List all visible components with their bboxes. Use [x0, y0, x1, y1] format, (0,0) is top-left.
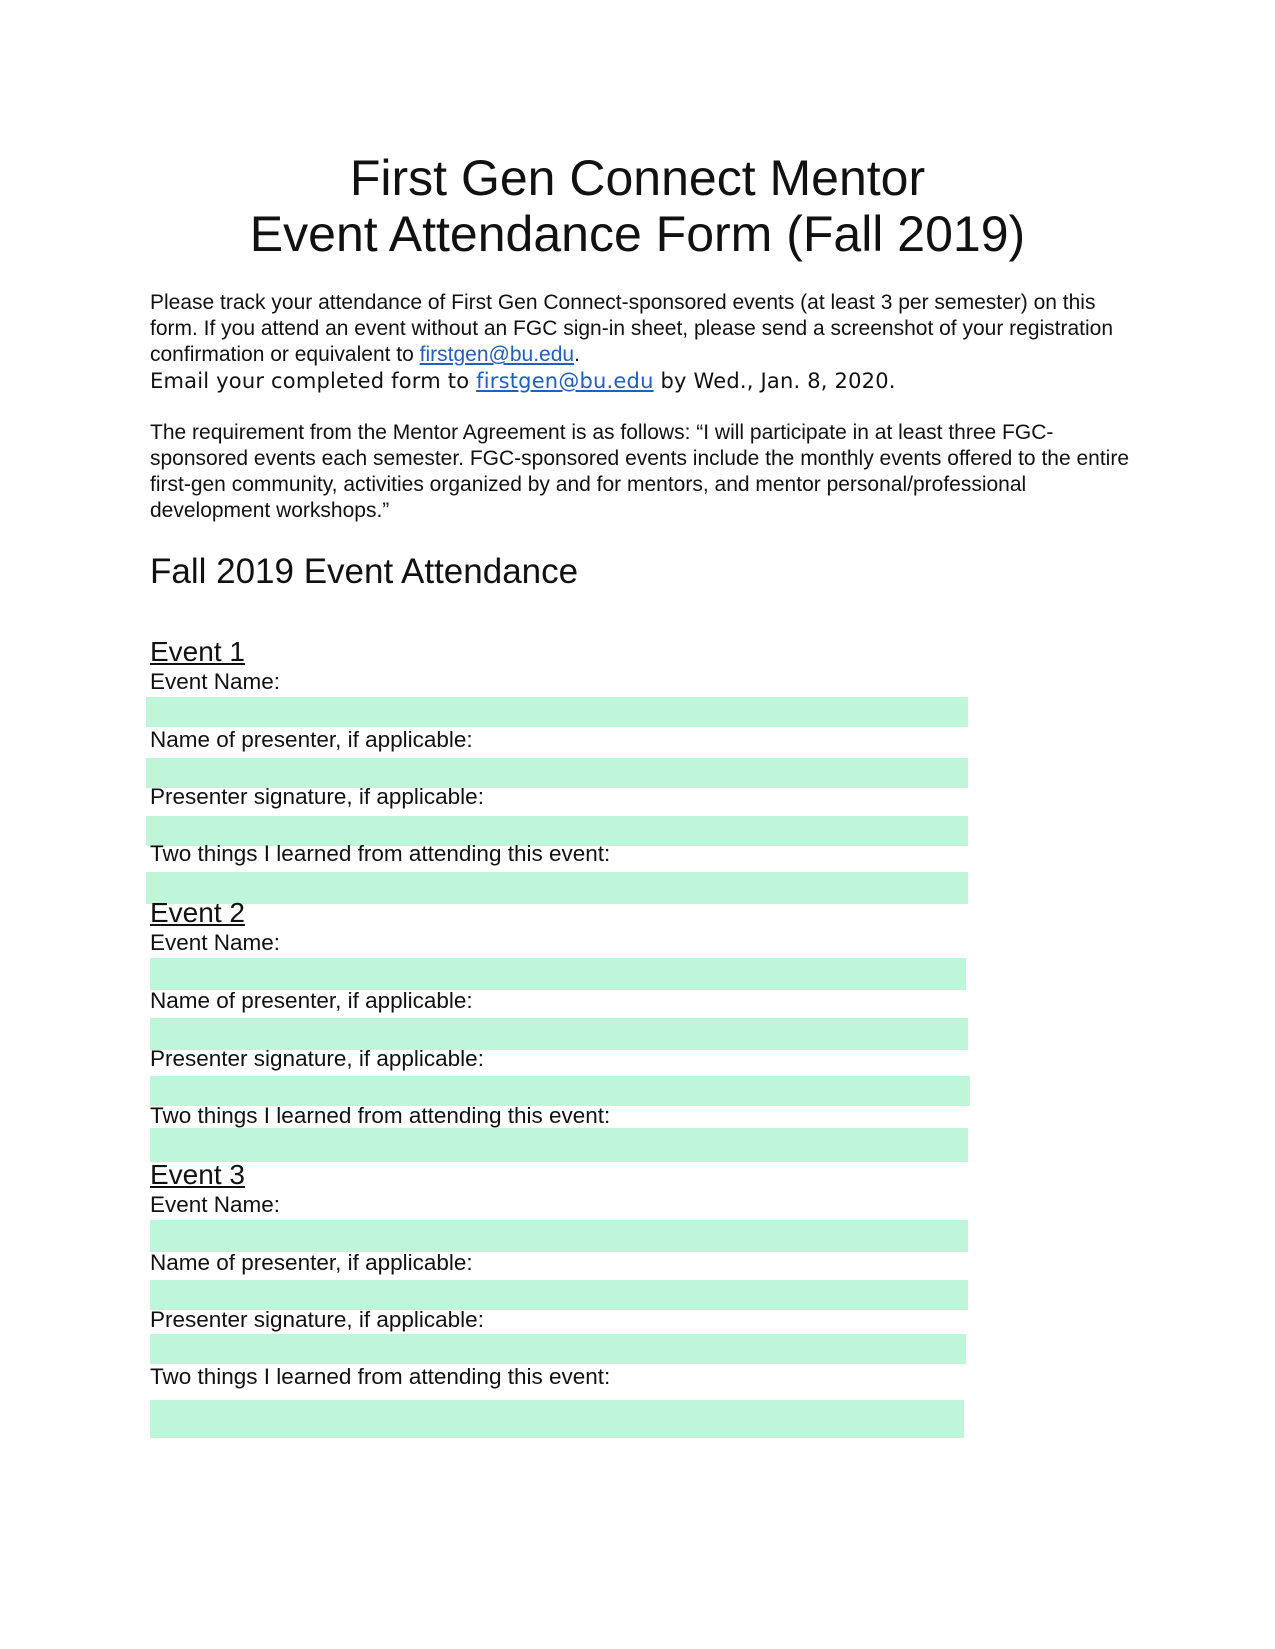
event-1-heading: Event 1	[150, 636, 245, 667]
event-2-signature-field[interactable]	[150, 1076, 970, 1106]
event-2-name-field[interactable]	[150, 958, 966, 990]
event-2-presenter-label: Name of presenter, if applicable:	[150, 988, 473, 1013]
event-3-name-label: Event Name:	[150, 1192, 281, 1217]
event-1-learned-field[interactable]	[146, 872, 968, 904]
event-2-learned-label: Two things I learned from attending this event:	[150, 1103, 611, 1128]
event-1-learned-label: Two things I learned from attending this event:	[150, 841, 611, 866]
event-3-presenter-label: Name of presenter, if applicable:	[150, 1250, 473, 1275]
event-2-learned-field[interactable]	[150, 1128, 968, 1162]
intro-email-link[interactable]: firstgen@bu.edu	[419, 343, 575, 366]
event-3-signature-label: Presenter signature, if applicable:	[150, 1307, 484, 1332]
event-3-heading: Event 3	[150, 1159, 245, 1190]
section-title: Fall 2019 Event Attendance	[150, 552, 579, 591]
title-line-2: Event Attendance Form (Fall 2019)	[249, 206, 1026, 262]
email-instruction	[150, 369, 896, 393]
event-3-presenter-field[interactable]	[150, 1280, 968, 1310]
event-3-name-field[interactable]	[150, 1220, 968, 1252]
event-3-learned-field[interactable]	[150, 1400, 964, 1438]
intro-text-end: .	[574, 343, 580, 366]
intro-paragraph	[150, 290, 1140, 395]
event-1-name-label: Event Name:	[150, 669, 281, 694]
event-2-heading: Event 2	[150, 897, 245, 928]
email-instruction-deadline: by Wed., Jan. 8, 2020.	[653, 369, 896, 393]
event-3-learned-label: Two things I learned from attending this event:	[150, 1364, 611, 1389]
event-1-name-field[interactable]	[146, 697, 968, 727]
event-1-presenter-label: Name of presenter, if applicable:	[150, 727, 473, 752]
email-instruction-pre: Email your completed form to	[150, 369, 477, 393]
event-2-name-label: Event Name:	[150, 930, 281, 955]
intro-text: Please track your attendance of First Gen Connect-sponsored events (at least 3 per semester) on this form. If you attend an event without an FGC sign-in sheet, please send a screenshot of your registration confirmation or equivalent to	[150, 291, 1114, 366]
event-1-signature-label: Presenter signature, if applicable:	[150, 784, 484, 809]
event-2-signature-label: Presenter signature, if applicable:	[150, 1046, 484, 1071]
submit-email-link[interactable]: firstgen@bu.edu	[476, 369, 654, 393]
requirement-paragraph: The requirement from the Mentor Agreement is as follows: “I will participate in at least three FGC-sponsored events each semester. FGC-sponsored events include the monthly events offered to the entire first-gen community, activities organized by and for mentors, and mentor personal/professional development workshops.”	[150, 421, 1130, 522]
event-3-signature-field[interactable]	[150, 1334, 966, 1364]
title-line-1: First Gen Connect Mentor	[349, 150, 926, 206]
